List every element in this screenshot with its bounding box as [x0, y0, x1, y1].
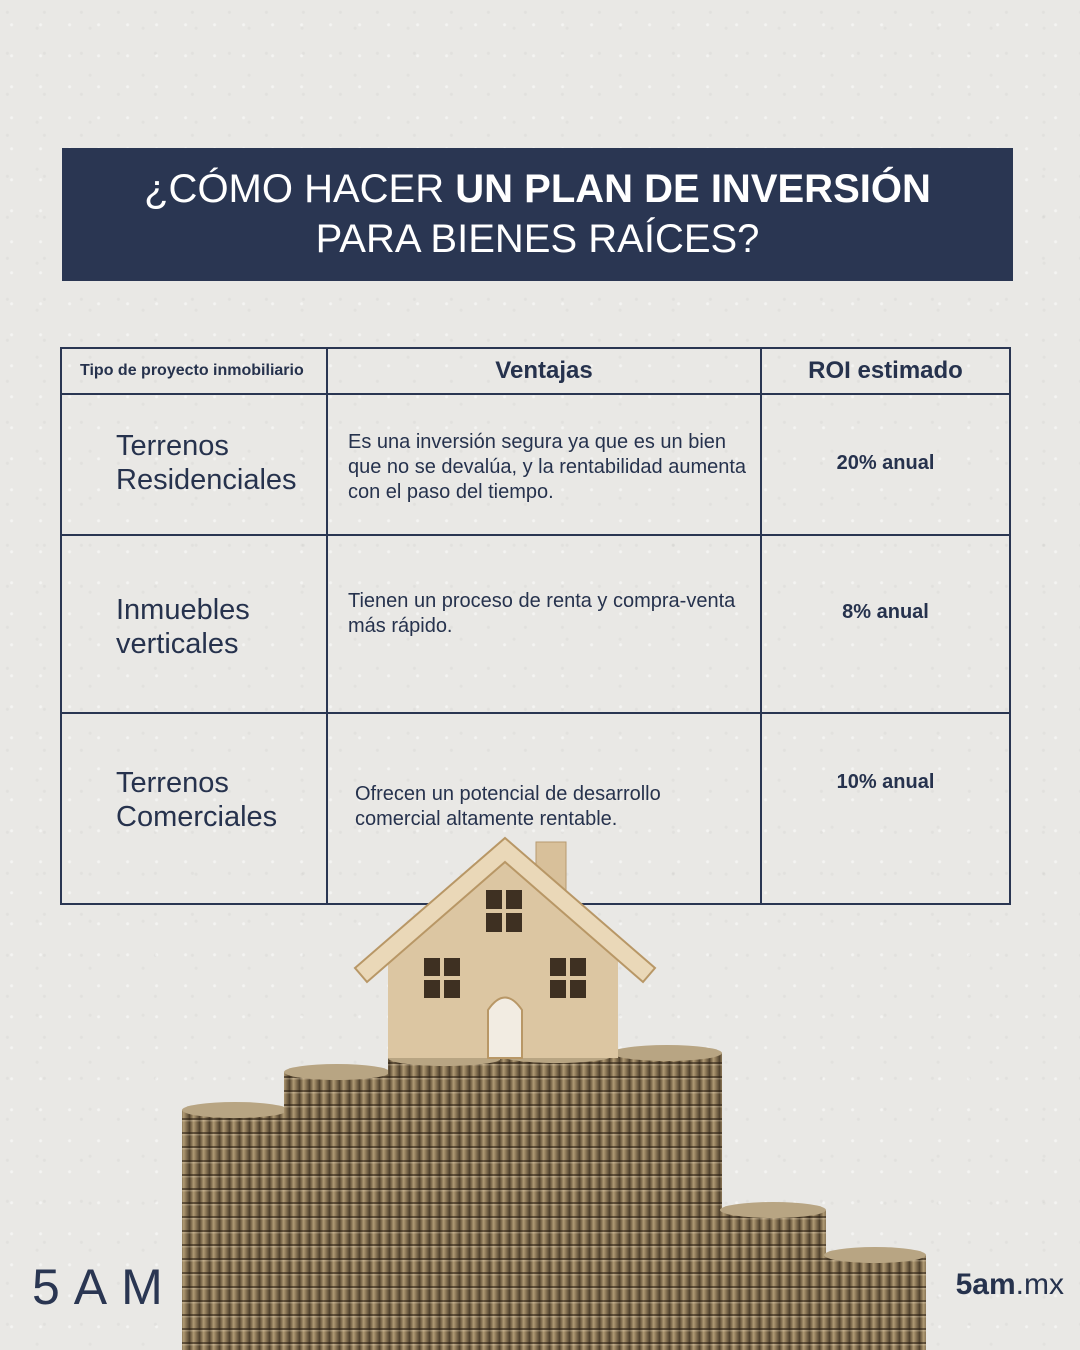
website-bold: 5am	[955, 1268, 1016, 1301]
advantage-text: Tienen un proceso de renta y compra-venta más rápido.	[348, 590, 736, 637]
coin-stacks	[182, 1045, 926, 1350]
coin-stack	[182, 1102, 288, 1350]
website-suffix: .mx	[1015, 1268, 1064, 1301]
coin-stack	[720, 1202, 826, 1350]
title-line-2: PARA BIENES RAÍCES?	[315, 217, 760, 261]
title-bold: UN PLAN DE INVERSIÓN	[455, 167, 931, 211]
coin-stack	[500, 1047, 614, 1350]
project-type-line-1: Terrenos	[116, 767, 229, 799]
coin-stack	[824, 1247, 926, 1350]
project-type-line-1: Inmuebles	[116, 594, 250, 626]
roi-value: 10% anual	[836, 771, 935, 793]
wooden-house-icon	[355, 838, 655, 1058]
title-part-1: ¿CÓMO HACER	[144, 167, 456, 211]
project-type-line-2: Comerciales	[116, 801, 278, 833]
roi-value: 20% anual	[836, 452, 935, 474]
column-header-type: Tipo de proyecto inmobiliario	[61, 348, 327, 394]
advantage-text: Ofrecen un potencial de desarrollo comercial altamente rentable.	[355, 783, 661, 830]
coin-stack	[284, 1064, 390, 1350]
project-type-line-2: Residenciales	[116, 464, 297, 496]
website-link[interactable]	[956, 1268, 1064, 1302]
advantage-text: Es una inversión segura ya que es un bien que no se devalúa, y la rentabilidad aumenta con el paso del tiempo.	[348, 431, 747, 503]
project-type-line-2: verticales	[116, 628, 239, 660]
project-type-line-1: Terrenos	[116, 430, 229, 462]
column-header-roi: ROI estimado	[761, 348, 1010, 394]
roi-value: 8% anual	[842, 601, 929, 623]
coin-stack	[388, 1050, 502, 1350]
coin-stack	[612, 1045, 722, 1350]
column-header-advantages: Ventajas	[327, 348, 761, 394]
brand-logo: 5AM	[32, 1259, 177, 1315]
